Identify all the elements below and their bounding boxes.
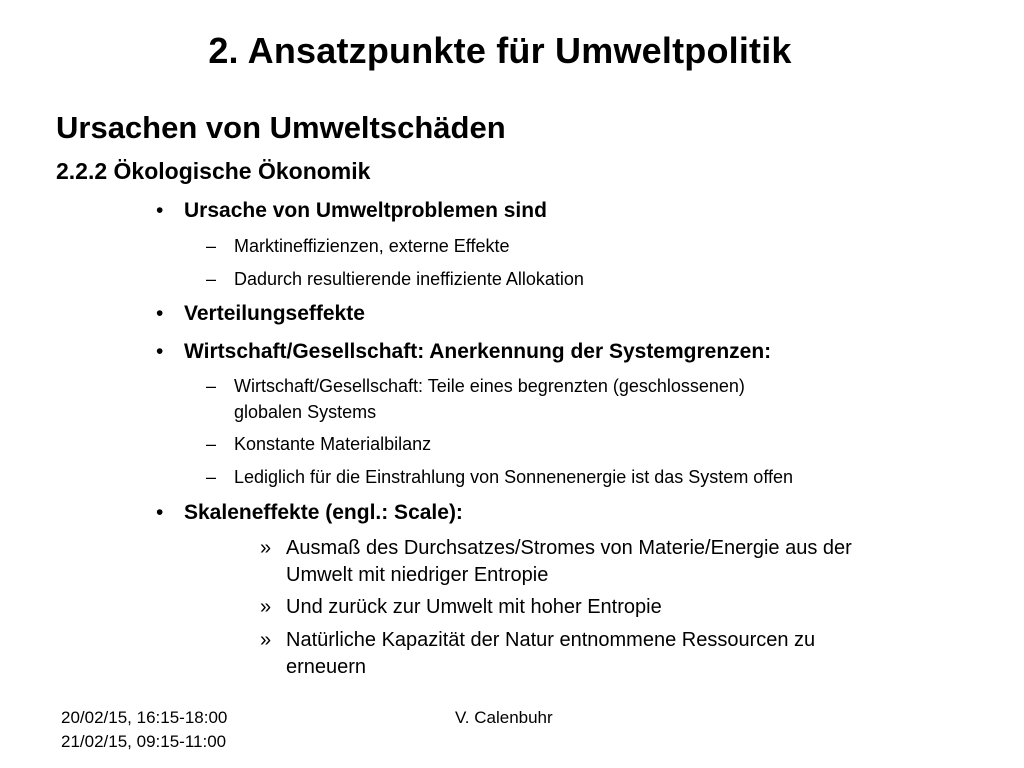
double-chevron-icon: » <box>260 596 272 618</box>
bullet-text: Ursache von Umweltproblemen sind <box>184 199 547 222</box>
bullet-icon: • <box>156 199 164 222</box>
sub-item-text-line2: erneuern <box>286 656 367 678</box>
bullet-text: Wirtschaft/Gesellschaft: Anerkennung der Systemgrenzen: <box>184 340 772 363</box>
slide-title: 2. Ansatzpunkte für Umweltpolitik <box>208 30 792 71</box>
section-heading: 2.2.2 Ökologische Ökonomik <box>56 158 371 184</box>
dash-icon: – <box>206 434 217 454</box>
sub-item-text: Dadurch resultierende ineffiziente Allokation <box>234 269 584 289</box>
bullet-icon: • <box>156 340 164 363</box>
bullet-text: Skaleneffekte (engl.: Scale): <box>184 501 463 524</box>
sub-item-text-line1: Ausmaß des Durchsatzes/Stromes von Materie/Energie aus der <box>286 537 852 559</box>
sub-item-text: Marktineffizienzen, externe Effekte <box>234 236 510 256</box>
sub-item-text: Lediglich für die Einstrahlung von Sonnenenergie ist das System offen <box>234 467 794 487</box>
footer-date <box>61 706 227 754</box>
footer-date-line2: 21/02/15, 09:15-11:00 <box>61 732 227 751</box>
dash-icon: – <box>206 236 217 256</box>
double-chevron-icon: » <box>260 629 272 651</box>
dash-icon: – <box>206 376 217 396</box>
sub-item-text-line2: globalen Systems <box>234 402 377 422</box>
bullet-text: Verteilungseffekte <box>184 302 365 325</box>
bullet-icon: • <box>156 302 164 325</box>
footer-author: V. Calenbuhr <box>455 708 553 727</box>
bullet-icon: • <box>156 501 164 524</box>
sub-item-text-line1: Natürliche Kapazität der Natur entnommene Ressourcen zu <box>286 629 816 651</box>
slide-subtitle: Ursachen von Umweltschäden <box>56 110 506 145</box>
footer-date-line1: 20/02/15, 16:15-18:00 <box>61 708 228 727</box>
dash-icon: – <box>206 467 217 487</box>
dash-icon: – <box>206 269 217 289</box>
sub-item-text: Und zurück zur Umwelt mit hoher Entropie <box>286 596 662 618</box>
double-chevron-icon: » <box>260 537 272 559</box>
sub-item-text: Konstante Materialbilanz <box>234 434 432 454</box>
sub-item-text-line1: Wirtschaft/Gesellschaft: Teile eines begrenzten (geschlossenen) <box>234 376 745 396</box>
sub-item-text-line2: Umwelt mit niedriger Entropie <box>286 564 549 586</box>
